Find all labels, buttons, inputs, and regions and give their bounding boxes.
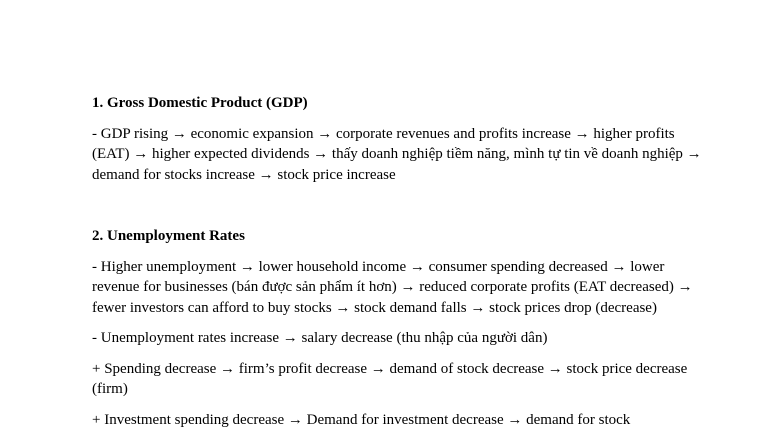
unemployment-paragraph-2: - Unemployment rates increase → salary decrease (thu nhập của người dân)	[92, 330, 548, 346]
unemployment-paragraph-1: - Higher unemployment → lower household income → consumer spending decreased → lower revenue for businesses (bán được sản phẩm ít hơn) → reduced corporate profits (EAT decreased) → fewer investors can afford to buy stocks → stock demand falls → stock prices drop (decrease)	[92, 258, 693, 316]
section-heading-unemployment: 2. Unemployment Rates	[92, 228, 245, 244]
gdp-paragraph: - GDP rising → economic expansion → corporate revenues and profits increase → higher profits (EAT) → higher expected dividends → thấy doanh nghiệp tiềm năng, mình tự tin về doanh nghiệp → demand for stocks increase → stock price increase	[92, 125, 702, 183]
document-body	[92, 93, 702, 440]
unemployment-paragraph-3: + Spending decrease → firm’s profit decrease → demand of stock decrease → stock price decrease (firm)	[92, 360, 688, 397]
section-heading-gdp: 1. Gross Domestic Product (GDP)	[92, 95, 308, 111]
section-spacer	[92, 195, 702, 226]
unemployment-paragraph-4: + Investment spending decrease → Demand for investment decrease → demand for stock	[92, 411, 631, 428]
